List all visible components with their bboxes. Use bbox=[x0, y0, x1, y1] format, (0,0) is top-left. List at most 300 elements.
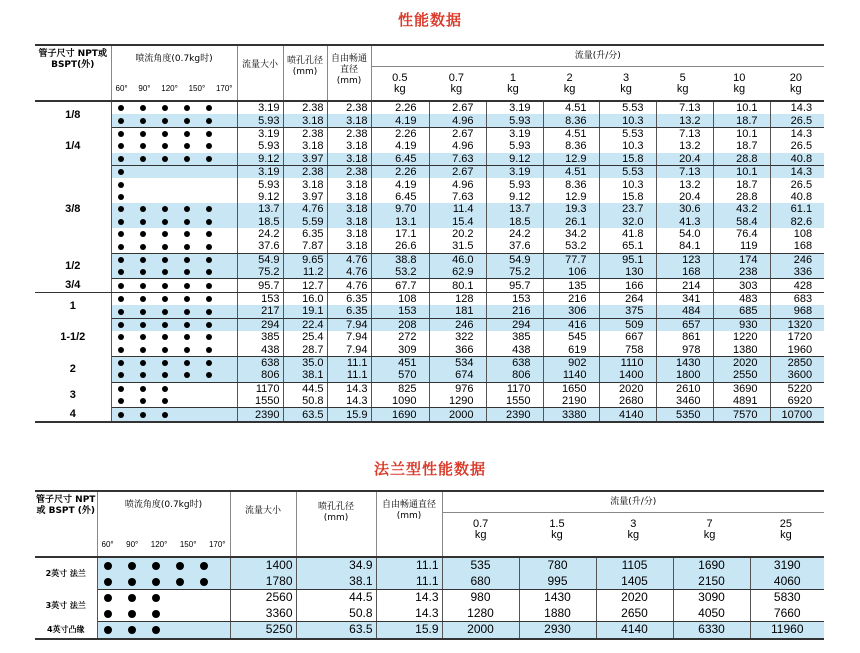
flow-value: 3.19 bbox=[486, 101, 543, 114]
pressure-unit: kg bbox=[703, 529, 716, 541]
capacity-value: 1550 bbox=[237, 395, 283, 408]
capacity-value: 5.93 bbox=[237, 140, 283, 152]
capacity-value: 9.12 bbox=[237, 191, 283, 203]
flow-value: 23.7 bbox=[599, 203, 656, 215]
free-passage-unit: (mm) bbox=[396, 511, 422, 521]
spray-angle-dots bbox=[111, 178, 237, 190]
angle-available-dot bbox=[176, 562, 184, 570]
pipe-size: 2英寸 法兰 bbox=[35, 557, 97, 590]
angle-available-dot bbox=[206, 309, 212, 315]
flow-value: 26.5 bbox=[790, 140, 813, 153]
angle-available-dot bbox=[118, 182, 124, 188]
pressure-header bbox=[541, 67, 598, 95]
spray-angle-dots bbox=[111, 114, 237, 127]
table-row bbox=[35, 178, 824, 190]
flow-value: 2650 bbox=[596, 606, 673, 622]
flow-value: 1960 bbox=[770, 343, 824, 356]
orifice-value: 4.76 bbox=[283, 203, 327, 215]
flow-value: 4.19 bbox=[371, 140, 429, 152]
free-passage-value: 6.35 bbox=[327, 305, 371, 318]
flow-value: 995 bbox=[519, 574, 596, 590]
spray-angle-dots bbox=[111, 343, 237, 356]
flow-value: 980 bbox=[442, 590, 519, 606]
performance-table bbox=[35, 44, 824, 423]
angle-available-dot bbox=[162, 412, 168, 418]
orifice-value: 9.65 bbox=[283, 253, 327, 266]
flow-value: 534 bbox=[429, 356, 486, 369]
flow-value: 638 bbox=[486, 356, 543, 369]
spray-angle-dots bbox=[97, 590, 230, 606]
orifice-value: 44.5 bbox=[296, 590, 376, 606]
flow-value: 5.93 bbox=[486, 140, 543, 152]
flow-value: 13.1 bbox=[371, 216, 429, 228]
angle-available-dot bbox=[162, 118, 168, 124]
angle-list bbox=[112, 84, 237, 93]
flow-value: 20.2 bbox=[429, 228, 486, 240]
flow-value: 484 bbox=[656, 305, 713, 318]
flow-value: 216 bbox=[486, 305, 543, 318]
flow-value: 14.3 bbox=[770, 165, 824, 178]
header-row bbox=[35, 491, 824, 557]
capacity-value: 2560 bbox=[230, 590, 296, 606]
flow-value: 41.8 bbox=[599, 228, 656, 240]
flow-value: 336 bbox=[770, 266, 824, 279]
angle-available-dot bbox=[206, 360, 212, 366]
table-row bbox=[35, 279, 824, 292]
angle-available-dot bbox=[162, 257, 168, 263]
flow-value: 58.4 bbox=[713, 216, 770, 228]
flow-value: 18.7 bbox=[713, 114, 770, 127]
orifice-value: 2.38 bbox=[283, 127, 327, 140]
flow-value: 3380 bbox=[543, 408, 599, 422]
orifice-value: 3.18 bbox=[283, 178, 327, 190]
angle-available-dot bbox=[152, 578, 160, 586]
flow-value: 17.1 bbox=[371, 228, 429, 240]
capacity-value: 3.19 bbox=[237, 127, 283, 140]
flow-value: 8.36 bbox=[543, 114, 599, 127]
angle-available-dot bbox=[206, 296, 212, 302]
flow-value: 246 bbox=[770, 253, 824, 266]
flow-value: 15.8 bbox=[599, 153, 656, 166]
flow-value: 2680 bbox=[599, 395, 656, 408]
capacity-value: 806 bbox=[237, 369, 283, 382]
pipe-size: 4英寸凸缘 bbox=[35, 622, 97, 639]
flow-value: 18.7 bbox=[713, 140, 770, 152]
angle-available-dot bbox=[184, 143, 190, 149]
spray-angle-dots bbox=[97, 574, 230, 590]
pressure-header bbox=[671, 513, 747, 541]
capacity-value: 18.5 bbox=[237, 216, 283, 228]
angle-available-dot bbox=[128, 594, 136, 602]
flow-value: 10.1 bbox=[713, 165, 770, 178]
angle-available-dot bbox=[118, 372, 124, 378]
flow-value: 12.9 bbox=[543, 153, 599, 166]
flow-value: 825 bbox=[371, 382, 429, 395]
flow-value: 2610 bbox=[656, 382, 713, 395]
flow-value: 95.1 bbox=[599, 253, 656, 266]
spray-angle-dots bbox=[111, 318, 237, 331]
flow-value: 40.8 bbox=[770, 153, 824, 166]
angle-available-dot bbox=[152, 594, 160, 602]
flow-value: 43.2 bbox=[713, 203, 770, 215]
free-passage-value: 3.18 bbox=[327, 178, 371, 190]
flow-value: 309 bbox=[371, 343, 429, 356]
flow-value: 18.7 bbox=[713, 178, 770, 190]
flow-value: 26.1 bbox=[543, 216, 599, 228]
flow-value: 28.8 bbox=[713, 153, 770, 166]
flow-value: 40.8 bbox=[790, 190, 813, 203]
table-row bbox=[35, 216, 824, 228]
capacity-value: 3.19 bbox=[237, 101, 283, 114]
flow-value: 545 bbox=[543, 331, 599, 343]
flow-value: 216 bbox=[543, 292, 599, 305]
flow-value: 26.5 bbox=[770, 114, 824, 127]
angle-available-dot bbox=[118, 131, 124, 137]
angle-available-dot bbox=[140, 386, 146, 392]
free-passage-value: 3.18 bbox=[327, 240, 371, 253]
angle-available-dot bbox=[200, 562, 208, 570]
angle-available-dot bbox=[152, 562, 160, 570]
angle-available-dot bbox=[118, 143, 124, 149]
spray-angle-dots bbox=[111, 140, 237, 152]
pipe-size: 4 bbox=[35, 408, 111, 422]
flow-value: 10.3 bbox=[599, 140, 656, 152]
flow-value: 3690 bbox=[713, 382, 770, 395]
angle-available-dot bbox=[184, 257, 190, 263]
angle-available-dot bbox=[140, 118, 146, 124]
spray-angle-label: 喷流角度(0.7kg时) bbox=[124, 500, 203, 510]
flow-value: 428 bbox=[770, 279, 824, 292]
flow-value: 2.26 bbox=[371, 101, 429, 114]
orifice-value: 3.18 bbox=[283, 140, 327, 152]
free-passage-value: 15.9 bbox=[327, 408, 371, 422]
orifice-value: 38.1 bbox=[296, 574, 376, 590]
flow-value: 5.93 bbox=[486, 178, 543, 190]
spray-angle-dots bbox=[111, 228, 237, 240]
angle-available-dot bbox=[140, 131, 146, 137]
flow-value: 322 bbox=[429, 331, 486, 343]
orifice-unit: (mm) bbox=[292, 67, 318, 77]
spray-angle-dots bbox=[111, 305, 237, 318]
table-row bbox=[35, 165, 824, 178]
angle-available-dot bbox=[206, 118, 212, 124]
table-row bbox=[35, 114, 824, 127]
pipe-size: 1/8 bbox=[35, 101, 111, 127]
flow-value: 10.3 bbox=[599, 178, 656, 190]
angle-available-dot bbox=[140, 372, 146, 378]
table-row bbox=[35, 557, 824, 574]
flow-value: 82.6 bbox=[770, 216, 824, 228]
table-row bbox=[35, 228, 824, 240]
flow-value: 570 bbox=[371, 369, 429, 382]
table-row bbox=[35, 318, 824, 331]
pressure-header bbox=[595, 513, 671, 541]
angle-available-dot bbox=[184, 156, 190, 162]
capacity-value: 1780 bbox=[230, 574, 296, 590]
pressure-header bbox=[485, 67, 542, 95]
flow-value: 1290 bbox=[429, 395, 486, 408]
angle-available-dot bbox=[206, 334, 212, 340]
pressure-value: 0.7 bbox=[473, 518, 489, 530]
angle-available-dot bbox=[206, 257, 212, 263]
spray-angle-dots bbox=[111, 216, 237, 228]
angle-available-dot bbox=[140, 283, 146, 289]
free-passage-value: 14.3 bbox=[376, 590, 442, 606]
pressure-value: 10 bbox=[733, 72, 746, 84]
flow-value: 84.1 bbox=[656, 240, 713, 253]
flow-value: 5220 bbox=[787, 382, 813, 395]
pressure-unit: kg bbox=[393, 83, 406, 95]
flow-value: 294 bbox=[486, 318, 543, 331]
angle-label: 150° bbox=[188, 84, 206, 93]
capacity-value: 3360 bbox=[230, 606, 296, 622]
flow-header bbox=[371, 45, 824, 101]
flow-value: 509 bbox=[599, 318, 656, 331]
angle-label: 120° bbox=[150, 540, 168, 549]
free-passage-value: 11.1 bbox=[376, 557, 442, 574]
pipe-size: 3 bbox=[35, 382, 111, 408]
table-row bbox=[35, 253, 824, 266]
spray-angle-dots bbox=[111, 331, 237, 343]
flow-value: 3090 bbox=[673, 590, 750, 606]
pressure-unit: kg bbox=[676, 83, 689, 95]
orifice-value: 7.87 bbox=[283, 240, 327, 253]
angle-available-dot bbox=[162, 334, 168, 340]
pressure-value: 7 bbox=[706, 518, 713, 530]
flow-value: 535 bbox=[442, 557, 519, 574]
angle-available-dot bbox=[206, 156, 212, 162]
orifice-value: 16.0 bbox=[283, 292, 327, 305]
free-passage-value: 2.38 bbox=[327, 127, 371, 140]
pressure-unit: kg bbox=[474, 529, 487, 541]
orifice-value: 38.1 bbox=[283, 369, 327, 382]
angle-label: 170° bbox=[215, 84, 233, 93]
flow-value: 674 bbox=[429, 369, 486, 382]
flow-value: 9.12 bbox=[486, 153, 543, 166]
angle-available-dot bbox=[140, 219, 146, 225]
flow-value: 2020 bbox=[599, 382, 656, 395]
orifice-value: 50.8 bbox=[296, 606, 376, 622]
flow-value: 76.4 bbox=[713, 228, 770, 240]
flow-value: 341 bbox=[656, 292, 713, 305]
capacity-value: 217 bbox=[237, 305, 283, 318]
angle-available-dot bbox=[184, 334, 190, 340]
table-row bbox=[35, 101, 824, 114]
flow-value: 4891 bbox=[713, 395, 770, 408]
free-passage-label: 自由畅通直径 bbox=[381, 500, 436, 510]
capacity-value: 294 bbox=[237, 318, 283, 331]
flow-value: 37.6 bbox=[486, 240, 543, 253]
flow-value: 806 bbox=[486, 369, 543, 382]
angle-available-dot bbox=[184, 322, 190, 328]
spray-angle-dots bbox=[111, 203, 237, 215]
capacity-value: 438 bbox=[237, 343, 283, 356]
angle-available-dot bbox=[206, 206, 212, 212]
flow-value: 1880 bbox=[519, 606, 596, 622]
flow-value: 130 bbox=[599, 266, 656, 279]
flow-value: 13.2 bbox=[656, 140, 713, 152]
spray-angle-dots bbox=[111, 191, 237, 203]
angle-available-dot bbox=[140, 206, 146, 212]
spray-angle-dots bbox=[111, 127, 237, 140]
angle-available-dot bbox=[184, 206, 190, 212]
flow-value: 7.13 bbox=[656, 101, 713, 114]
free-passage-value: 11.1 bbox=[327, 369, 371, 382]
angle-available-dot bbox=[118, 412, 124, 418]
flow-value: 2.26 bbox=[371, 165, 429, 178]
pressure-value: 3 bbox=[623, 72, 630, 84]
angle-available-dot bbox=[118, 283, 124, 289]
angle-available-dot bbox=[184, 296, 190, 302]
pressure-unit: kg bbox=[780, 529, 792, 541]
flow-value: 6.45 bbox=[371, 191, 429, 203]
flow-value: 14.3 bbox=[790, 102, 813, 115]
pressure-value: 25 bbox=[779, 518, 793, 530]
orifice-value: 3.97 bbox=[283, 153, 327, 166]
flow-value: 11.4 bbox=[429, 203, 486, 215]
angle-available-dot bbox=[118, 334, 124, 340]
flow-value: 4.19 bbox=[371, 114, 429, 127]
pressure-unit: kg bbox=[551, 529, 563, 541]
flow-value: 780 bbox=[519, 557, 596, 574]
flow-value: 13.2 bbox=[656, 114, 713, 127]
angle-available-dot bbox=[206, 244, 212, 250]
capacity-value: 1170 bbox=[237, 382, 283, 395]
flow-value: 168 bbox=[656, 266, 713, 279]
angle-available-dot bbox=[206, 347, 212, 353]
angle-available-dot bbox=[104, 594, 112, 602]
flow-value: 861 bbox=[656, 331, 713, 343]
flow-value: 2.67 bbox=[429, 165, 486, 178]
spray-angle-dots bbox=[111, 408, 237, 422]
orifice-value: 3.18 bbox=[283, 114, 327, 127]
orifice-value: 2.38 bbox=[283, 101, 327, 114]
table-row bbox=[35, 369, 824, 382]
angle-available-dot bbox=[162, 309, 168, 315]
flow-value: 5350 bbox=[656, 408, 713, 422]
flow-value: 4140 bbox=[599, 408, 656, 422]
angle-available-dot bbox=[200, 578, 208, 586]
flow-header bbox=[442, 491, 824, 557]
orifice-value: 35.0 bbox=[283, 356, 327, 369]
flow-value: 7.13 bbox=[656, 165, 713, 178]
angle-available-dot bbox=[206, 372, 212, 378]
flow-value: 3.19 bbox=[486, 165, 543, 178]
flow-value: 32.0 bbox=[599, 216, 656, 228]
angle-available-dot bbox=[206, 105, 212, 111]
flow-value: 6920 bbox=[770, 395, 824, 408]
table-row bbox=[35, 203, 824, 215]
spray-angle-dots bbox=[111, 382, 237, 395]
free-passage-value: 14.3 bbox=[327, 395, 371, 408]
angle-available-dot bbox=[184, 372, 190, 378]
angle-available-dot bbox=[118, 105, 124, 111]
spray-angle-dots bbox=[111, 240, 237, 253]
angle-available-dot bbox=[140, 412, 146, 418]
flow-value: 758 bbox=[599, 343, 656, 356]
flow-value: 1550 bbox=[486, 395, 543, 408]
pressure-header bbox=[768, 67, 825, 95]
angle-available-dot bbox=[118, 347, 124, 353]
capacity-header: 流量大小 bbox=[237, 45, 283, 101]
angle-available-dot bbox=[118, 244, 124, 250]
angle-available-dot bbox=[152, 626, 160, 634]
angle-available-dot bbox=[128, 578, 136, 586]
table-row bbox=[35, 590, 824, 606]
pipe-size-header: 管子尺寸 NPT或 BSPT(外) bbox=[35, 45, 111, 101]
spray-angle-dots bbox=[111, 395, 237, 408]
orifice-label: 喷孔孔径 bbox=[317, 502, 354, 512]
orifice-value: 44.5 bbox=[283, 382, 327, 395]
angle-available-dot bbox=[184, 244, 190, 250]
flow-value: 34.2 bbox=[543, 228, 599, 240]
orifice-value: 2.38 bbox=[283, 165, 327, 178]
flow-value: 153 bbox=[371, 305, 429, 318]
table-row bbox=[35, 240, 824, 253]
flow-value: 9.12 bbox=[486, 191, 543, 203]
free-passage-value: 2.38 bbox=[327, 101, 371, 114]
spray-angle-dots bbox=[111, 165, 237, 178]
orifice-label: 喷孔孔径 bbox=[286, 56, 323, 66]
angle-available-dot bbox=[118, 257, 124, 263]
performance-data-title: 性能数据 bbox=[397, 11, 462, 29]
angle-available-dot bbox=[184, 219, 190, 225]
angle-available-dot bbox=[162, 143, 168, 149]
pipe-size: 1/2 bbox=[35, 253, 111, 279]
capacity-value: 95.7 bbox=[237, 279, 283, 292]
flow-value: 1320 bbox=[770, 318, 824, 331]
pressure-unit: kg bbox=[733, 83, 746, 95]
flow-value: 4.96 bbox=[429, 114, 486, 127]
flow-value: 13.7 bbox=[486, 203, 543, 215]
free-passage-header bbox=[327, 45, 371, 101]
spray-angle-dots bbox=[97, 606, 230, 622]
header-row bbox=[35, 45, 824, 101]
flow-value: 6.45 bbox=[371, 153, 429, 166]
free-passage-value: 2.38 bbox=[327, 165, 371, 178]
flow-value: 619 bbox=[543, 343, 599, 356]
free-passage-label: 自由畅通直径 bbox=[330, 54, 367, 75]
angle-available-dot bbox=[118, 360, 124, 366]
flow-value: 1380 bbox=[713, 343, 770, 356]
table-row bbox=[35, 266, 824, 279]
orifice-value: 28.7 bbox=[283, 343, 327, 356]
free-passage-value: 6.35 bbox=[327, 292, 371, 305]
flow-value: 174 bbox=[713, 253, 770, 266]
table-row bbox=[35, 574, 824, 590]
pressure-unit: kg bbox=[450, 83, 463, 95]
pipe-size: 1-1/2 bbox=[35, 318, 111, 356]
flow-value: 1430 bbox=[519, 590, 596, 606]
flow-value: 246 bbox=[429, 318, 486, 331]
flow-value: 26.5 bbox=[790, 178, 813, 191]
capacity-value: 638 bbox=[237, 356, 283, 369]
angle-available-dot bbox=[140, 296, 146, 302]
flow-value: 685 bbox=[713, 305, 770, 318]
angle-available-dot bbox=[140, 309, 146, 315]
table-row bbox=[35, 622, 824, 639]
angle-available-dot bbox=[140, 231, 146, 237]
angle-available-dot bbox=[140, 143, 146, 149]
flow-value: 53.2 bbox=[371, 266, 429, 279]
table-row bbox=[35, 140, 824, 152]
orifice-value: 3.97 bbox=[283, 191, 327, 203]
flow-value: 5.53 bbox=[599, 165, 656, 178]
angle-available-dot bbox=[140, 347, 146, 353]
angle-available-dot bbox=[162, 156, 168, 162]
pressure-unit: kg bbox=[627, 529, 640, 541]
angle-label: 90° bbox=[126, 540, 139, 549]
